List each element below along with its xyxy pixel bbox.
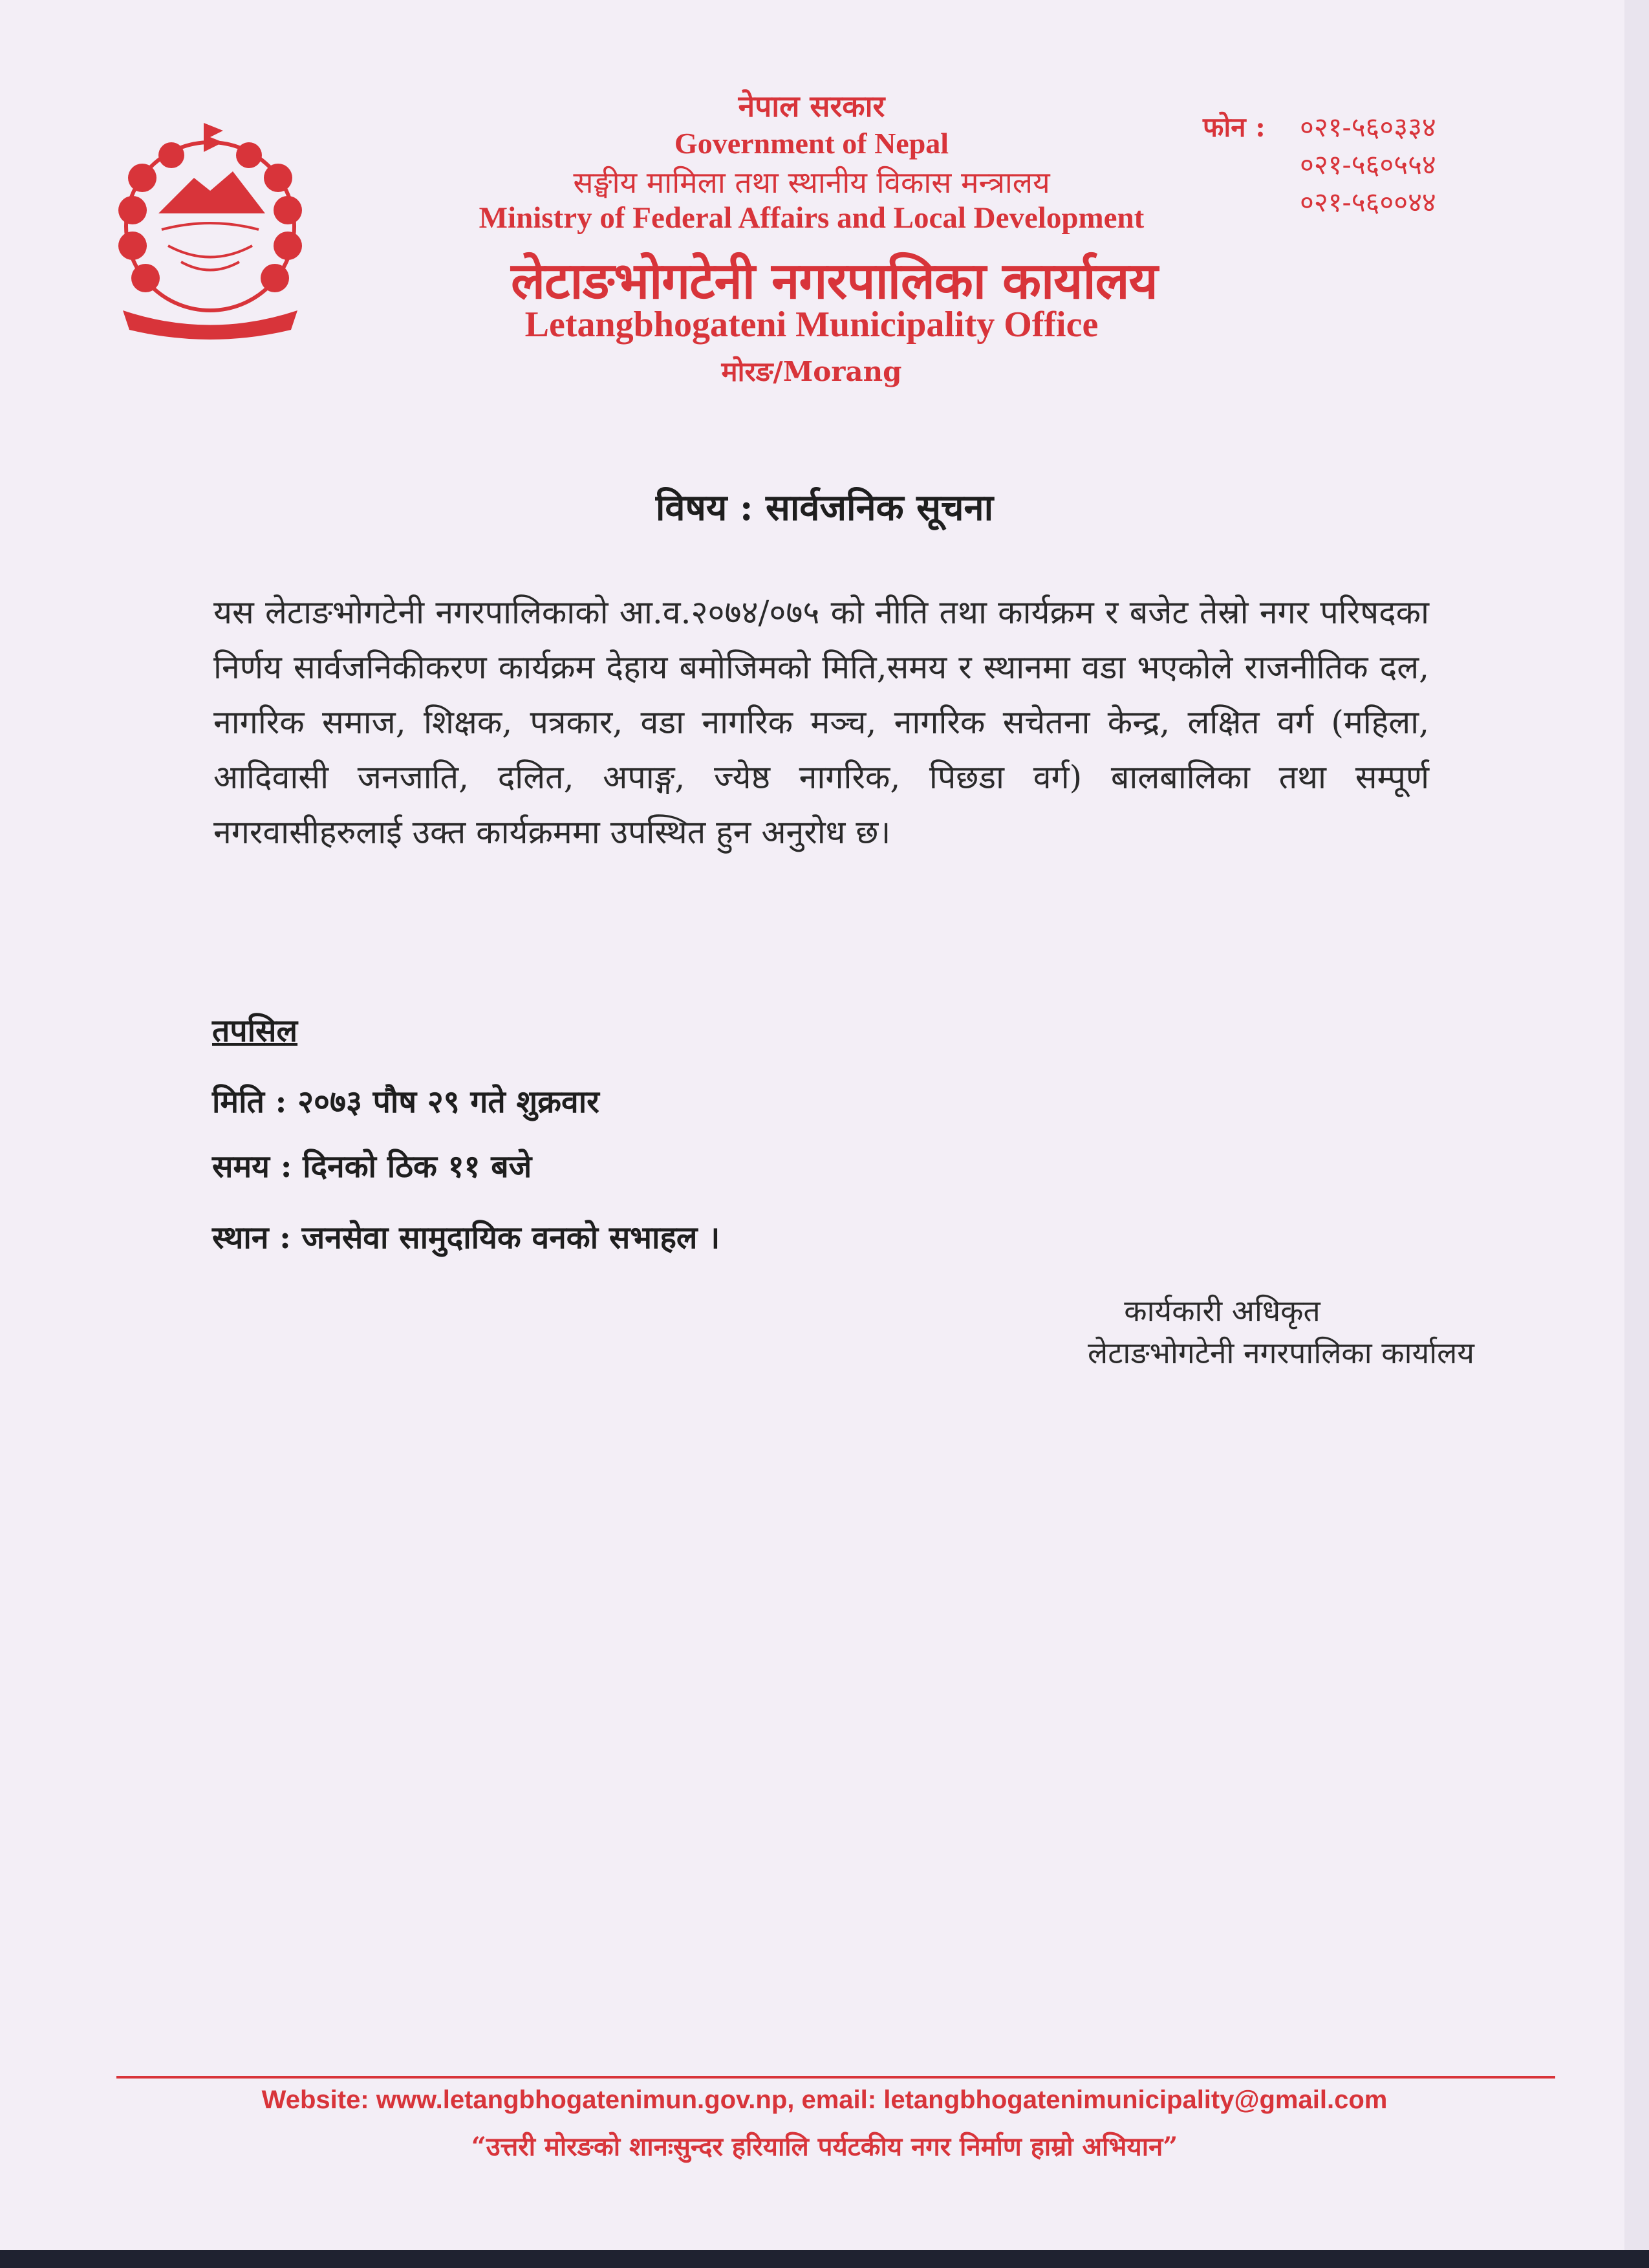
district-name: मोरङ/Morang (721, 356, 902, 387)
event-time: समय : दिनको ठिक ११ बजे (212, 1149, 532, 1185)
signature-block (970, 1290, 1474, 1374)
footer-motto: “उत्तरी मोरङको शानःसुन्दर हरियालि पर्यटकीय नगर निर्माण हाम्रो अभियान” (471, 2132, 1178, 2162)
govt-name-nepali: नेपाल सरकार (738, 89, 885, 124)
ministry-name-nepali: सङ्घीय मामिला तथा स्थानीय विकास मन्त्रालय (573, 165, 1050, 200)
phone-label: फोन : (1203, 111, 1266, 143)
notice-body: यस लेटाङभोगटेनी नगरपालिकाको आ.व.२०७४/०७५ को नीति तथा कार्यक्रम र बजेट तेस्रो नगर परिषदका निर्णय सार्वजनिकीकरण कार्यक्रम देहाय बमोजिमको मिति,समय र स्थानमा वडा भएकोले राजनीतिक दल, नागरिक समाज, शिक्षक, पत्रकार, वडा नागरिक मञ्च, नागरिक सचेतना केन्द्र, लक्षित वर्ग (महिला, आदिवासी जनजाति, दलित, अपाङ्ग, ज्येष्ठ नागरिक, पिछडा वर्ग) बालबालिका तथा सम्पूर्ण नगरवासीहरुलाई उक्त कार्यक्रममा उपस्थित हुन अनुरोध छ। (213, 594, 1429, 851)
event-date: मिति : २०७३ पौष २९ गते शुक्रवार (212, 1084, 599, 1120)
phone-block (1203, 109, 1436, 221)
signatory-title: कार्यकारी अधिकृत (1124, 1293, 1320, 1328)
page-edge (1624, 0, 1649, 2268)
office-name-english: Letangbhogateni Municipality Office (524, 305, 1099, 345)
phone-number: ०२१-५६०३३४ (1300, 111, 1436, 143)
ministry-name-english: Ministry of Federal Affairs and Local Development (479, 201, 1145, 235)
footer-divider (116, 2076, 1555, 2079)
event-place: स्थान : जनसेवा सामुदायिक वनको सभाहल । (212, 1220, 720, 1256)
govt-name-english: Government of Nepal (674, 127, 949, 160)
footer-contact: Website: www.letangbhogatenimun.gov.np, email: letangbhogatenimunicipality@gmail.com (261, 2086, 1388, 2114)
phone-number: ०२१-५६०५५४ (1300, 149, 1436, 180)
phone-number: ०२१-५६००४४ (1300, 186, 1436, 218)
details-heading: तपसिल (212, 1013, 298, 1049)
signatory-office: लेटाङभोगटेनी नगरपालिका कार्यालय (1088, 1335, 1474, 1370)
notice-subject: विषय : सार्वजनिक सूचना (655, 486, 994, 529)
scan-bottom-edge (0, 2250, 1649, 2268)
office-name-nepali: लेटाङभोगटेनी नगरपालिका कार्यालय (511, 252, 1158, 310)
